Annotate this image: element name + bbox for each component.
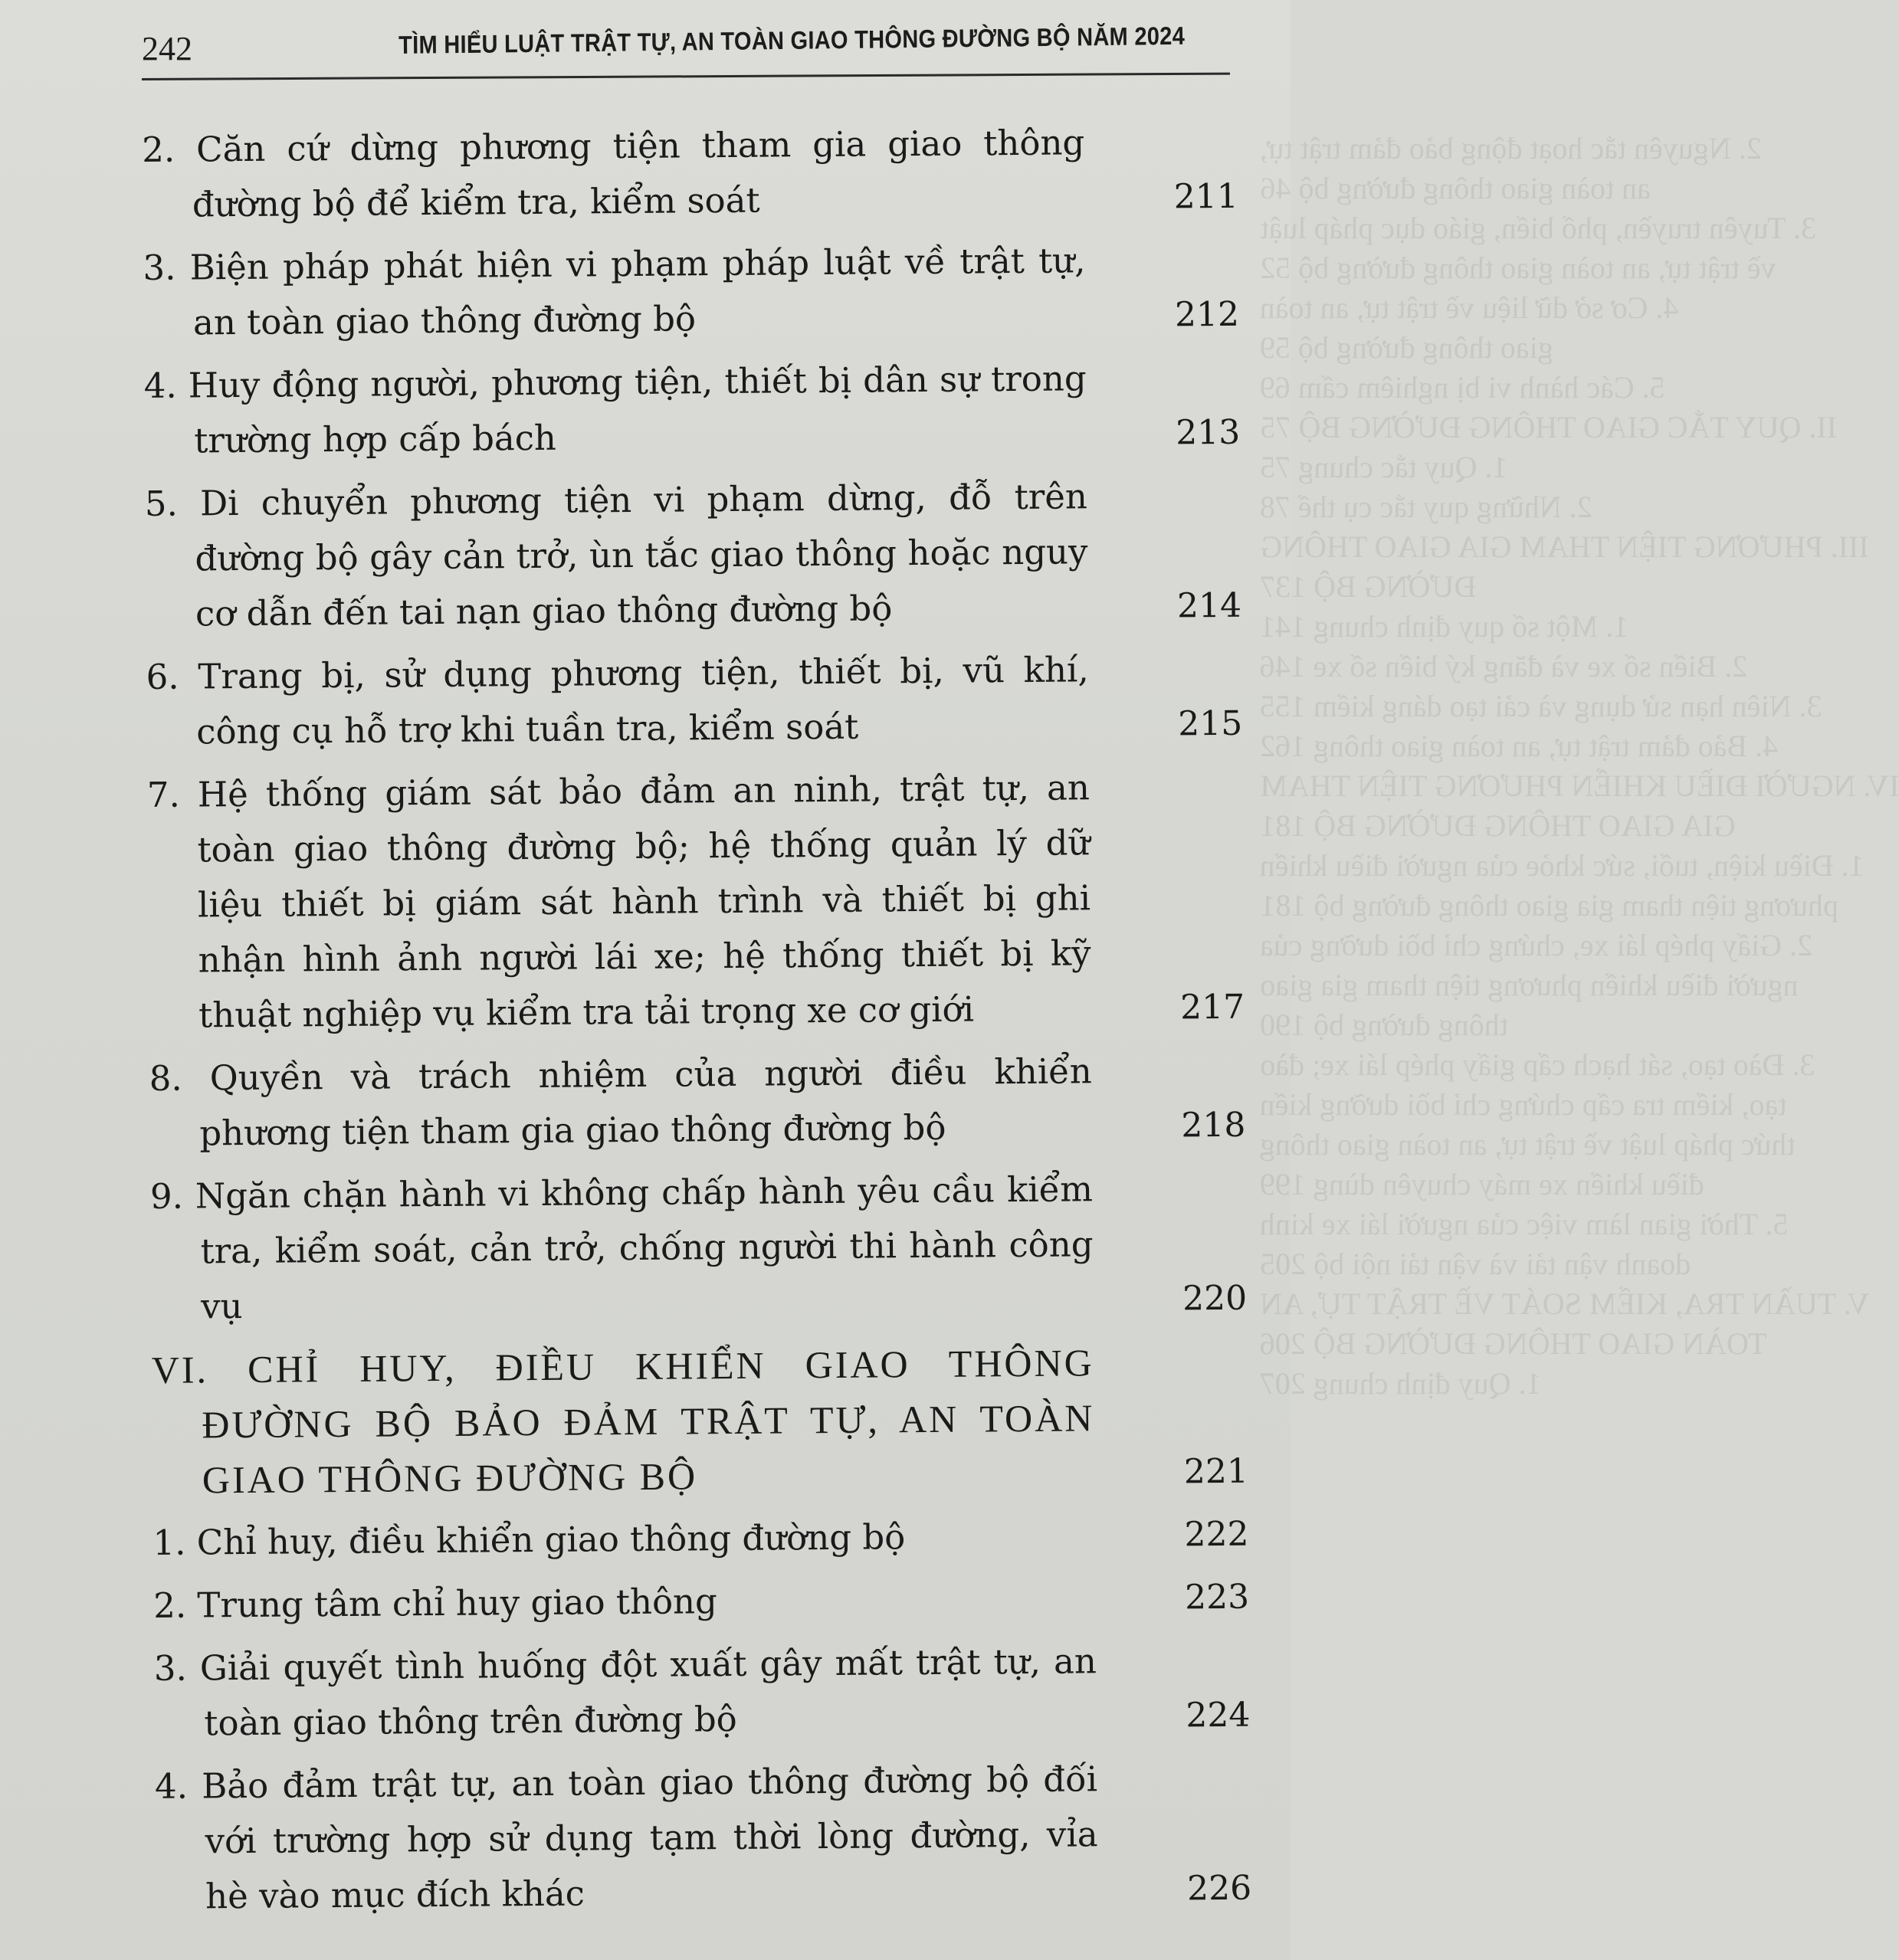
toc-section-title: VI. CHỈ HUY, ĐIỀU KHIỂN GIAO THÔNG ĐƯỜNG BỘ BẢO ĐẢM TRẬT TỰ, AN TOÀN GIAO THÔNG ĐƯỜNG BỘ: [151, 1341, 1095, 1502]
toc-entry-page: 222: [1184, 1514, 1249, 1555]
table-of-contents: [142, 114, 1252, 1932]
running-title: TÌM HIỂU LUẬT TRẬT TỰ, AN TOÀN GIAO THÔNG ĐƯỜNG BỘ NĂM 2024: [398, 21, 1186, 59]
toc-entry-title: 6. Trang bị, sử dụng phương tiện, thiết bị, vũ khí, công cụ hỗ trợ khi tuần tra, kiểm soát: [146, 649, 1089, 752]
show-through-texture: 2. Nguyên tắc hoạt động bảo đảm trật tự, an toàn giao thông đường bộ 46 3. Tuyên truyền, phổ biến, giáo dục pháp luật về trật tự, an toàn giao thông đường bộ 52 4. Cơ sở dữ liệu về trật tự, an toàn giao thông đường bộ 59 5. Các hành vi bị nghiêm cấm 69 II. QUY TẮC GIAO THÔNG ĐƯỜNG BỘ 75 1. Quy tắc chung 75 2. Những quy tắc cụ thể 78 III. PHƯƠNG TIỆN THAM GIA GIAO THÔNG ĐƯỜNG BỘ 137 1. Một số quy định chung 141 2. Biển số xe và đăng ký biển số xe 146 3. Niên hạn sử dụng và cải tạo dáng kiểm 155 4. Bảo đảm trật tự, an toàn giao thông 162 IV. NGƯỜI ĐIỀU KHIỂN PHƯƠNG TIỆN THAM GIA GIAO THÔNG ĐƯỜNG BỘ 181 1. Điều kiện, tuổi, sức khỏe của người điều khiển phương tiện tham gia giao thông đường bộ 181 2. Giấy phép lái xe, chứng chỉ bồi dưỡng của người điều khiển phương tiện tham gia giao thông đường bộ 190 3. Đào tạo, sát hạch cấp giấy phép lái xe; đào tạo, kiểm tra cấp chứng chỉ bồi dưỡng kiến thức pháp luật về trật tự, an toàn giao thông điều khiển xe máy chuyên dùng 199 5. Thời gian làm việc của người lái xe kinh doanh vận tải và vận tải nội bộ 205 V. TUẦN TRA, KIỂM SOÁT VỀ TRẬT TỰ, AN TOÀN GIAO THÔNG ĐƯỜNG BỘ 206 1. Quy định chung 207: [1260, 131, 1899, 1401]
toc-entry-title: 9. Ngăn chặn hành vi không chấp hành yêu cầu kiểm tra, kiểm soát, cản trở, chống người thi hành công vụ: [149, 1168, 1094, 1327]
toc-entry-page: 223: [1184, 1577, 1250, 1617]
toc-entry: [153, 1507, 1249, 1571]
toc-entry: [146, 641, 1242, 760]
toc-entry-page: 214: [1176, 585, 1242, 626]
toc-entry: [154, 1633, 1251, 1752]
toc-entry: [147, 759, 1245, 1044]
toc-entry-title: 2. Trung tâm chỉ huy giao thông: [153, 1581, 718, 1626]
toc-entry: [142, 114, 1238, 233]
toc-entry-page: 213: [1176, 412, 1241, 453]
toc-entry-title: 3. Biện pháp phát hiện vi phạm pháp luật về trật tự, an toàn giao thông đường bộ: [143, 240, 1086, 343]
toc-entry: [145, 468, 1242, 642]
toc-entry-title: 2. Căn cứ dừng phương tiện tham gia giao thông đường bộ để kiểm tra, kiểm soát: [142, 122, 1085, 225]
toc-entry-title: 5. Di chuyển phương tiện vi phạm dừng, đỗ trên đường bộ gây cản trở, ùn tắc giao thông hoặc nguy cơ dẫn đến tai nạn giao thông đường bộ: [144, 476, 1088, 634]
toc-entry-page: 224: [1186, 1695, 1251, 1735]
toc-entry-page: 220: [1182, 1278, 1248, 1319]
page-header: [142, 23, 1230, 77]
toc-entry-title: 1. Chỉ huy, điều khiển giao thông đường bộ: [153, 1516, 906, 1563]
toc-entry: [143, 232, 1239, 351]
page-number: 242: [142, 30, 192, 67]
toc-entry-title: 4. Huy động người, phương tiện, thiết bị dân sự trong trường hợp cấp bách: [143, 358, 1087, 461]
toc-entry-page: 221: [1183, 1451, 1249, 1492]
toc-entry-page: 226: [1186, 1868, 1252, 1909]
toc-entry-title: 4. Bảo đảm trật tự, an toàn giao thông đường bộ đối với trường hợp sử dụng tạm thời lòng đường, vỉa hè vào mục đích khác: [154, 1758, 1098, 1917]
toc-entry: [155, 1751, 1252, 1925]
toc-entry: [153, 1570, 1250, 1634]
toc-entry-page: 212: [1174, 294, 1240, 335]
toc-entry-title: 7. Hệ thống giám sát bảo đảm an ninh, trật tự, an toàn giao thông đường bộ; hệ thống quản lý dữ liệu thiết bị giám sát hành trình và thiết bị ghi nhận hình ảnh người lái xe; hệ thống thiết bị kỹ thuật nghiệp vụ kiểm tra tải trọng xe cơ giới: [146, 767, 1091, 1036]
toc-entry-page: 218: [1181, 1105, 1246, 1146]
toc-entry-page: 215: [1178, 703, 1243, 744]
toc-entry-page: 217: [1179, 987, 1245, 1028]
toc-entry-title: 3. Giải quyết tình huống đột xuất gây mất trật tự, an toàn giao thông trên đường bộ: [153, 1640, 1097, 1744]
toc-section-heading: [152, 1334, 1249, 1508]
toc-entry: [143, 350, 1240, 469]
toc-entry: [149, 1043, 1246, 1162]
toc-entry-title: 8. Quyền và trách nhiệm của người điều khiển phương tiện tham gia giao thông đường bộ: [149, 1050, 1092, 1154]
toc-entry: [150, 1161, 1248, 1335]
toc-entry-page: 211: [1173, 176, 1239, 217]
